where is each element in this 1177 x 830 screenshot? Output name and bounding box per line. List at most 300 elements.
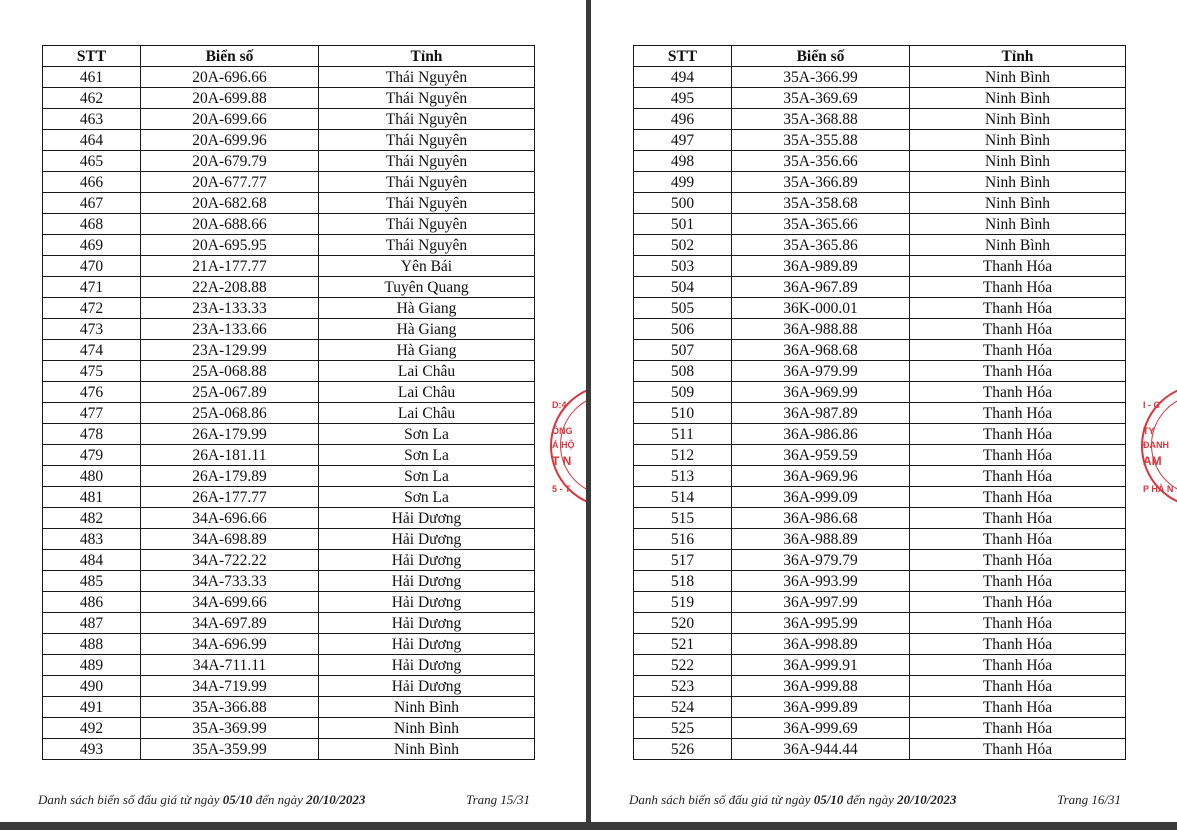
cell-plate: 36A-999.89	[732, 697, 910, 718]
footer-prefix: Danh sách biển số đấu giá từ ngày	[629, 792, 811, 807]
table-row	[634, 508, 1126, 529]
table-row	[43, 298, 535, 319]
stamp-fragment: T N	[552, 454, 572, 468]
table-row	[43, 697, 535, 718]
table-row	[43, 487, 535, 508]
cell-stt: 500	[634, 193, 732, 214]
cell-plate: 34A-719.99	[141, 676, 319, 697]
table-row	[634, 88, 1126, 109]
table-row	[43, 445, 535, 466]
table-header-row	[634, 46, 1126, 67]
cell-plate: 36A-968.68	[732, 340, 910, 361]
cell-province: Thanh Hóa	[910, 256, 1126, 277]
table-row	[634, 319, 1126, 340]
table-row	[43, 277, 535, 298]
cell-province: Ninh Bình	[910, 172, 1126, 193]
cell-province: Ninh Bình	[910, 109, 1126, 130]
header-province: Tỉnh	[319, 46, 535, 67]
table-row	[634, 403, 1126, 424]
cell-stt: 470	[43, 256, 141, 277]
cell-stt: 465	[43, 151, 141, 172]
table-row	[43, 718, 535, 739]
stamp-fragment: I - C	[1143, 400, 1160, 410]
cell-province: Hải Dương	[319, 571, 535, 592]
cell-province: Lai Châu	[319, 361, 535, 382]
cell-province: Hải Dương	[319, 592, 535, 613]
cell-plate: 21A-177.77	[141, 256, 319, 277]
cell-plate: 35A-368.88	[732, 109, 910, 130]
cell-plate: 34A-722.22	[141, 550, 319, 571]
table-row	[634, 592, 1126, 613]
cell-stt: 477	[43, 403, 141, 424]
cell-stt: 511	[634, 424, 732, 445]
cell-stt: 466	[43, 172, 141, 193]
table-row	[43, 382, 535, 403]
cell-province: Thái Nguyên	[319, 193, 535, 214]
cell-plate: 23A-133.33	[141, 298, 319, 319]
cell-province: Thanh Hóa	[910, 277, 1126, 298]
cell-plate: 26A-179.89	[141, 466, 319, 487]
cell-stt: 479	[43, 445, 141, 466]
cell-stt: 523	[634, 676, 732, 697]
table-row	[43, 109, 535, 130]
cell-stt: 489	[43, 655, 141, 676]
document-page-right	[591, 0, 1177, 822]
cell-stt: 498	[634, 151, 732, 172]
footer-mid: đến ngày	[846, 792, 894, 807]
cell-plate: 34A-733.33	[141, 571, 319, 592]
red-seal-stamp	[1137, 380, 1177, 510]
cell-plate: 36A-944.44	[732, 739, 910, 760]
cell-stt: 522	[634, 655, 732, 676]
plate-table	[633, 45, 1126, 760]
cell-stt: 480	[43, 466, 141, 487]
cell-plate: 36A-989.89	[732, 256, 910, 277]
cell-province: Thái Nguyên	[319, 67, 535, 88]
cell-stt: 475	[43, 361, 141, 382]
table-row	[634, 298, 1126, 319]
cell-plate: 36A-969.96	[732, 466, 910, 487]
cell-plate: 36A-999.88	[732, 676, 910, 697]
cell-province: Sơn La	[319, 466, 535, 487]
cell-stt: 476	[43, 382, 141, 403]
cell-province: Hải Dương	[319, 655, 535, 676]
cell-province: Thanh Hóa	[910, 634, 1126, 655]
cell-province: Thái Nguyên	[319, 172, 535, 193]
cell-province: Thái Nguyên	[319, 151, 535, 172]
cell-plate: 34A-698.89	[141, 529, 319, 550]
cell-plate: 35A-365.66	[732, 214, 910, 235]
cell-plate: 35A-366.99	[732, 67, 910, 88]
cell-province: Lai Châu	[319, 382, 535, 403]
table-row	[634, 445, 1126, 466]
table-row	[43, 424, 535, 445]
cell-province: Hà Giang	[319, 298, 535, 319]
cell-stt: 471	[43, 277, 141, 298]
header-plate: Biển số	[141, 46, 319, 67]
cell-stt: 520	[634, 613, 732, 634]
table-row	[634, 550, 1126, 571]
cell-province: Thái Nguyên	[319, 214, 535, 235]
table-row	[43, 340, 535, 361]
cell-stt: 473	[43, 319, 141, 340]
red-seal-stamp	[546, 380, 586, 510]
cell-province: Ninh Bình	[319, 697, 535, 718]
table-row	[43, 403, 535, 424]
cell-plate: 34A-711.11	[141, 655, 319, 676]
table-row	[43, 256, 535, 277]
cell-province: Thái Nguyên	[319, 130, 535, 151]
cell-plate: 36A-995.99	[732, 613, 910, 634]
cell-stt: 502	[634, 235, 732, 256]
cell-province: Thanh Hóa	[910, 739, 1126, 760]
stamp-fragment: 5 - T	[552, 484, 571, 494]
cell-province: Thanh Hóa	[910, 403, 1126, 424]
cell-province: Ninh Bình	[910, 130, 1126, 151]
cell-stt: 478	[43, 424, 141, 445]
cell-province: Thanh Hóa	[910, 298, 1126, 319]
cell-stt: 499	[634, 172, 732, 193]
cell-plate: 36A-987.89	[732, 403, 910, 424]
cell-stt: 462	[43, 88, 141, 109]
cell-stt: 469	[43, 235, 141, 256]
table-row	[43, 529, 535, 550]
cell-stt: 482	[43, 508, 141, 529]
cell-province: Hải Dương	[319, 508, 535, 529]
cell-stt: 514	[634, 487, 732, 508]
cell-province: Thanh Hóa	[910, 340, 1126, 361]
table-row	[634, 676, 1126, 697]
table-row	[43, 361, 535, 382]
cell-plate: 34A-696.99	[141, 634, 319, 655]
cell-province: Ninh Bình	[319, 739, 535, 760]
cell-stt: 472	[43, 298, 141, 319]
cell-stt: 467	[43, 193, 141, 214]
cell-stt: 461	[43, 67, 141, 88]
cell-plate: 20A-679.79	[141, 151, 319, 172]
table-row	[634, 697, 1126, 718]
table-row	[43, 130, 535, 151]
table-row	[634, 424, 1126, 445]
document-page-left	[0, 0, 586, 822]
cell-plate: 35A-365.86	[732, 235, 910, 256]
cell-province: Lai Châu	[319, 403, 535, 424]
page-number: Trang 15/31	[466, 792, 530, 807]
cell-plate: 20A-699.66	[141, 109, 319, 130]
cell-plate: 23A-133.66	[141, 319, 319, 340]
cell-plate: 25A-068.86	[141, 403, 319, 424]
table-row	[43, 508, 535, 529]
cell-plate: 36A-993.99	[732, 571, 910, 592]
page-footer	[629, 792, 1125, 808]
cell-province: Thái Nguyên	[319, 109, 535, 130]
table-row	[634, 571, 1126, 592]
cell-stt: 490	[43, 676, 141, 697]
table-row	[634, 193, 1126, 214]
cell-stt: 504	[634, 277, 732, 298]
cell-stt: 491	[43, 697, 141, 718]
header-stt: STT	[43, 46, 141, 67]
table-row	[43, 151, 535, 172]
cell-province: Sơn La	[319, 487, 535, 508]
cell-stt: 468	[43, 214, 141, 235]
cell-province: Tuyên Quang	[319, 277, 535, 298]
cell-province: Thanh Hóa	[910, 319, 1126, 340]
cell-stt: 508	[634, 361, 732, 382]
cell-stt: 497	[634, 130, 732, 151]
cell-province: Thanh Hóa	[910, 676, 1126, 697]
cell-plate: 20A-682.68	[141, 193, 319, 214]
footer-from-date: 05/10	[813, 792, 844, 807]
cell-province: Thanh Hóa	[910, 382, 1126, 403]
cell-province: Thanh Hóa	[910, 592, 1126, 613]
cell-plate: 36A-988.89	[732, 529, 910, 550]
cell-province: Thanh Hóa	[910, 487, 1126, 508]
table-row	[43, 613, 535, 634]
cell-province: Thanh Hóa	[910, 718, 1126, 739]
cell-plate: 35A-369.99	[141, 718, 319, 739]
cell-province: Ninh Bình	[319, 718, 535, 739]
cell-plate: 34A-696.66	[141, 508, 319, 529]
cell-stt: 488	[43, 634, 141, 655]
table-row	[634, 256, 1126, 277]
cell-stt: 515	[634, 508, 732, 529]
cell-plate: 36A-979.79	[732, 550, 910, 571]
table-row	[43, 571, 535, 592]
table-row	[634, 67, 1126, 88]
cell-stt: 492	[43, 718, 141, 739]
cell-plate: 25A-068.88	[141, 361, 319, 382]
cell-plate: 25A-067.89	[141, 382, 319, 403]
cell-plate: 36A-999.69	[732, 718, 910, 739]
cell-stt: 519	[634, 592, 732, 613]
cell-stt: 518	[634, 571, 732, 592]
table-header-row	[43, 46, 535, 67]
cell-plate: 36A-998.89	[732, 634, 910, 655]
cell-plate: 36A-979.99	[732, 361, 910, 382]
cell-stt: 463	[43, 109, 141, 130]
cell-province: Hà Giang	[319, 319, 535, 340]
cell-plate: 20A-677.77	[141, 172, 319, 193]
table-row	[634, 739, 1126, 760]
cell-province: Thanh Hóa	[910, 424, 1126, 445]
cell-stt: 507	[634, 340, 732, 361]
table-row	[43, 172, 535, 193]
cell-stt: 474	[43, 340, 141, 361]
cell-stt: 495	[634, 88, 732, 109]
cell-stt: 485	[43, 571, 141, 592]
cell-plate: 36A-986.86	[732, 424, 910, 445]
cell-province: Thanh Hóa	[910, 466, 1126, 487]
table-row	[43, 592, 535, 613]
cell-stt: 493	[43, 739, 141, 760]
cell-province: Hải Dương	[319, 550, 535, 571]
cell-stt: 521	[634, 634, 732, 655]
cell-plate: 36A-967.89	[732, 277, 910, 298]
cell-province: Hải Dương	[319, 676, 535, 697]
cell-stt: 509	[634, 382, 732, 403]
cell-province: Thái Nguyên	[319, 88, 535, 109]
plate-table	[42, 45, 535, 760]
cell-plate: 36A-969.99	[732, 382, 910, 403]
cell-province: Thanh Hóa	[910, 655, 1126, 676]
table-row	[43, 676, 535, 697]
cell-plate: 36A-999.09	[732, 487, 910, 508]
cell-stt: 487	[43, 613, 141, 634]
cell-province: Thanh Hóa	[910, 550, 1126, 571]
table-row	[634, 235, 1126, 256]
cell-plate: 26A-179.99	[141, 424, 319, 445]
footer-mid: đến ngày	[255, 792, 303, 807]
cell-stt: 501	[634, 214, 732, 235]
stamp-fragment: AM	[1143, 454, 1162, 468]
table-row	[43, 67, 535, 88]
cell-plate: 35A-358.68	[732, 193, 910, 214]
cell-province: Ninh Bình	[910, 193, 1126, 214]
table-body	[634, 67, 1126, 760]
cell-plate: 20A-696.66	[141, 67, 319, 88]
cell-province: Sơn La	[319, 445, 535, 466]
cell-plate: 34A-699.66	[141, 592, 319, 613]
table-row	[634, 487, 1126, 508]
table-row	[43, 655, 535, 676]
cell-plate: 35A-366.89	[732, 172, 910, 193]
table-row	[634, 361, 1126, 382]
table-row	[43, 235, 535, 256]
cell-plate: 36A-986.68	[732, 508, 910, 529]
cell-province: Thanh Hóa	[910, 508, 1126, 529]
stamp-fragment: D:4	[552, 400, 567, 410]
footer-to-date: 20/10/2023	[306, 792, 366, 807]
cell-plate: 26A-177.77	[141, 487, 319, 508]
cell-province: Ninh Bình	[910, 88, 1126, 109]
cell-plate: 34A-697.89	[141, 613, 319, 634]
stamp-fragment: Á HỘ	[552, 440, 575, 450]
cell-stt: 512	[634, 445, 732, 466]
cell-province: Ninh Bình	[910, 151, 1126, 172]
cell-province: Hải Dương	[319, 613, 535, 634]
stamp-fragment: P HÀ N	[1143, 484, 1174, 494]
cell-stt: 486	[43, 592, 141, 613]
cell-stt: 517	[634, 550, 732, 571]
stamp-fragment: ÔNG	[552, 426, 573, 436]
cell-province: Yên Bái	[319, 256, 535, 277]
table-row	[43, 88, 535, 109]
cell-plate: 20A-695.95	[141, 235, 319, 256]
page-number: Trang 16/31	[1057, 792, 1121, 807]
cell-plate: 35A-366.88	[141, 697, 319, 718]
header-stt: STT	[634, 46, 732, 67]
table-row	[43, 193, 535, 214]
cell-stt: 503	[634, 256, 732, 277]
cell-plate: 36A-999.91	[732, 655, 910, 676]
table-row	[43, 214, 535, 235]
cell-plate: 20A-688.66	[141, 214, 319, 235]
table-row	[43, 319, 535, 340]
table-row	[634, 613, 1126, 634]
cell-stt: 484	[43, 550, 141, 571]
cell-province: Thanh Hóa	[910, 571, 1126, 592]
stamp-fragment: TY	[1143, 426, 1155, 436]
cell-province: Thanh Hóa	[910, 529, 1126, 550]
cell-province: Sơn La	[319, 424, 535, 445]
table-row	[634, 130, 1126, 151]
cell-province: Hải Dương	[319, 529, 535, 550]
table-row	[634, 151, 1126, 172]
table-row	[634, 718, 1126, 739]
cell-stt: 505	[634, 298, 732, 319]
cell-stt: 525	[634, 718, 732, 739]
cell-province: Thanh Hóa	[910, 613, 1126, 634]
header-plate: Biển số	[732, 46, 910, 67]
cell-stt: 524	[634, 697, 732, 718]
cell-plate: 26A-181.11	[141, 445, 319, 466]
cell-plate: 22A-208.88	[141, 277, 319, 298]
table-row	[43, 634, 535, 655]
footer-prefix: Danh sách biển số đấu giá từ ngày	[38, 792, 220, 807]
cell-plate: 35A-359.99	[141, 739, 319, 760]
table-row	[634, 109, 1126, 130]
cell-province: Ninh Bình	[910, 67, 1126, 88]
cell-plate: 36A-997.99	[732, 592, 910, 613]
footer-from-date: 05/10	[222, 792, 253, 807]
cell-stt: 526	[634, 739, 732, 760]
table-row	[634, 382, 1126, 403]
stamp-fragment: ĐANH	[1143, 440, 1169, 450]
table-row	[634, 214, 1126, 235]
cell-province: Ninh Bình	[910, 214, 1126, 235]
cell-plate: 23A-129.99	[141, 340, 319, 361]
cell-plate: 35A-369.69	[732, 88, 910, 109]
table-row	[43, 550, 535, 571]
cell-province: Thanh Hóa	[910, 697, 1126, 718]
page-footer	[38, 792, 534, 808]
cell-stt: 464	[43, 130, 141, 151]
cell-plate: 36A-988.88	[732, 319, 910, 340]
table-row	[634, 340, 1126, 361]
table-row	[634, 634, 1126, 655]
cell-plate: 36K-000.01	[732, 298, 910, 319]
cell-stt: 516	[634, 529, 732, 550]
header-province: Tỉnh	[910, 46, 1126, 67]
table-row	[634, 466, 1126, 487]
cell-province: Hải Dương	[319, 634, 535, 655]
cell-plate: 20A-699.88	[141, 88, 319, 109]
footer-to-date: 20/10/2023	[897, 792, 957, 807]
cell-province: Hà Giang	[319, 340, 535, 361]
cell-province: Ninh Bình	[910, 235, 1126, 256]
cell-plate: 35A-356.66	[732, 151, 910, 172]
cell-stt: 513	[634, 466, 732, 487]
table-row	[634, 655, 1126, 676]
cell-stt: 510	[634, 403, 732, 424]
table-row	[43, 466, 535, 487]
cell-province: Thái Nguyên	[319, 235, 535, 256]
cell-stt: 494	[634, 67, 732, 88]
table-row	[634, 172, 1126, 193]
cell-province: Thanh Hóa	[910, 445, 1126, 466]
cell-stt: 496	[634, 109, 732, 130]
cell-stt: 506	[634, 319, 732, 340]
cell-stt: 483	[43, 529, 141, 550]
table-body	[43, 67, 535, 760]
cell-province: Thanh Hóa	[910, 361, 1126, 382]
cell-plate: 35A-355.88	[732, 130, 910, 151]
cell-plate: 36A-959.59	[732, 445, 910, 466]
table-row	[43, 739, 535, 760]
table-row	[634, 529, 1126, 550]
cell-stt: 481	[43, 487, 141, 508]
